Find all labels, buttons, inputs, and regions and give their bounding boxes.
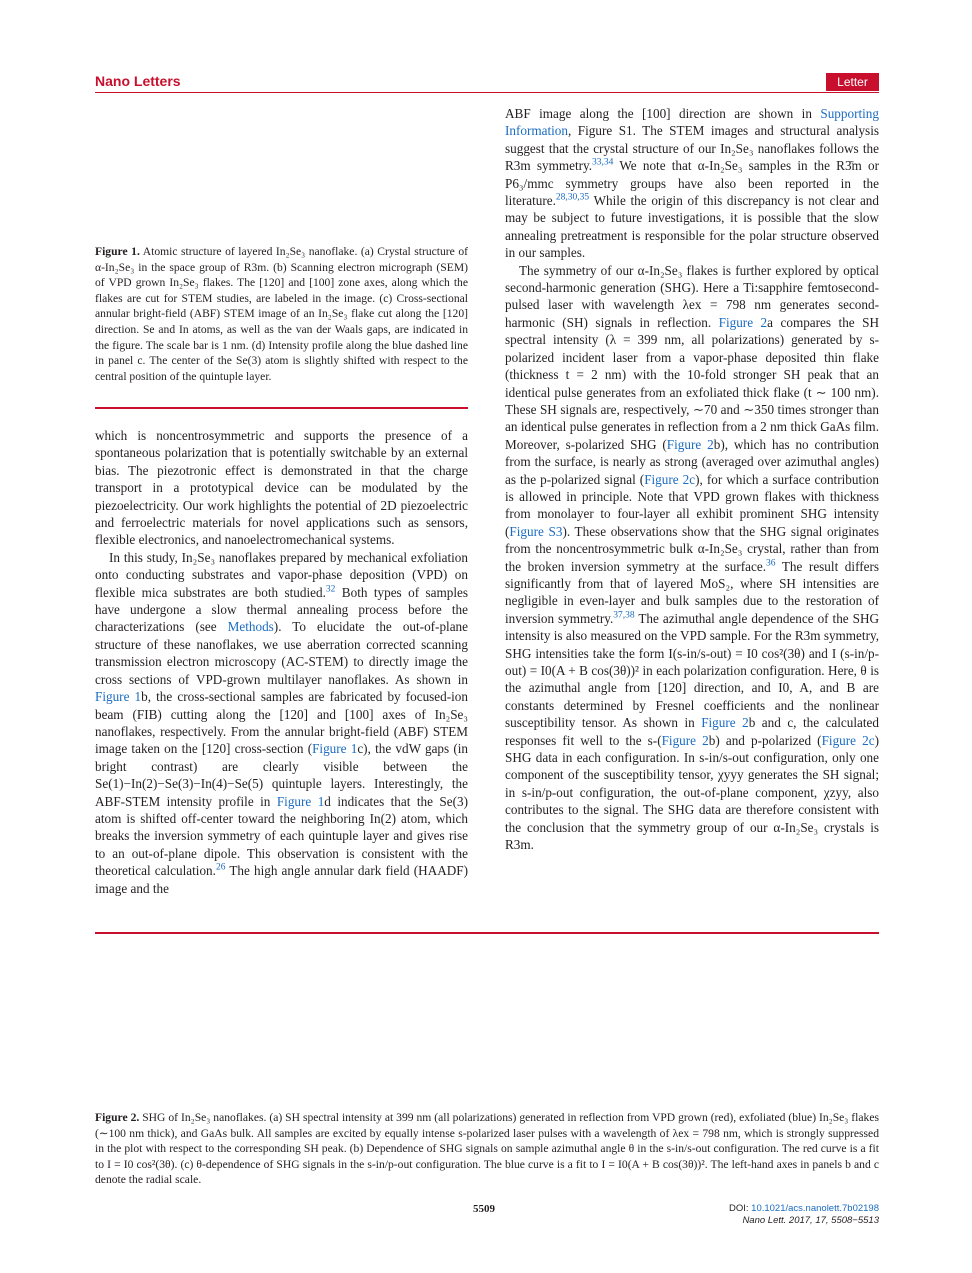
figure2b-link[interactable]: Figure 2	[661, 732, 709, 748]
figure2b-link[interactable]: Figure 2	[666, 436, 714, 452]
figure2b-link[interactable]: Figure 2	[701, 715, 749, 731]
supporting-info-link[interactable]: Supporting Information	[505, 106, 879, 139]
left-column	[95, 427, 468, 897]
figure1c-link[interactable]: Figure 1	[312, 741, 358, 757]
figure1-caption	[95, 244, 468, 384]
citation[interactable]: 32	[325, 584, 336, 595]
left-paragraph-2: In this study, In₂Se₃ nanoflakes prepared by mechanical exfoliation onto conducting substrates and vapor-phase deposition (VPD) on flexible mica substrates are both studied.$^{32}$ Both types of samples have undergone a slow thermal annealing process before the characterizations (see Methods). To elucidate the out-of-plane structure of these nanoflakes, we use aberration corrected scanning transmission electron microscopy (AC-STEM) to directly image the cross sections of VPD-grown multilayer nanoflakes. As shown in Figure 1b, the cross-sectional samples are fabricated by focused-ion beam (FIB) cutting along the [120] and [100] axes of In₂Se₃ nanoflakes, respectively. From the annular bright-field (ABF) STEM image taken on the [120] cross-section (Figure 1c), the vdW gaps (in bright contrast) are clearly visible between the Se(1)−In(2)−Se(3)−In(4)−Se(5) quintuple layers. Interestingly, the ABF-STEM intensity profile in Figure 1d indicates that the Se(3) atom is shifted off-center toward the neighboring In(2) atom, which breaks the inversion symmetry of each quintuple layer and gives rise to an out-of-plane dipole. This observation is consistent with the theoretical calculation.$^{26}$ The high angle annular dark field (HAADF) image and the	[95, 549, 469, 896]
figure1-text: Atomic structure of layered In₂Se₃ nanoflake. (a) Crystal structure of α-In₂Se₃ in the space group of R3m. (b) Scanning electron micrograph (SEM) of VPD grown In₂Se₃ flakes. The [120] and [100] zone axes, along which the flakes are cut for STEM studies, are labeled in the image. (c) Cross-sectional annular bright-field (ABF) STEM image of an In₂Se₃ flake cut along the [120] direction. Se and In atoms, as well as the van der Waals gaps, are indicated in the figure. The scale bar is 1 nm. (d) Intensity profile along the blue dashed line in panel c. The center of the Se(3) atom is slightly shifted with respect to the central position of the quintuple layer.	[95, 245, 468, 383]
header-rule	[95, 92, 879, 93]
figure1d-link[interactable]: Figure 1	[276, 793, 325, 809]
body-bottom-rule	[95, 932, 879, 934]
page-number: 5509	[473, 1203, 495, 1215]
article-type-badge: Letter	[826, 73, 879, 91]
figure2-text: SHG of In₂Se₃ nanoflakes. (a) SH spectral intensity at 399 nm (all polarizations) generated in reflection from VPD grown (red), exfoliated (blue) In₂Se₃ flakes (∼100 nm thick), and GaAs bulk. All samples are excited by equally intense s-polarized laser pulses with a wavelength of λex = 798 nm, which is strongly suppressed in the plot with respect to the corresponding SH peak. (b) Dependence of SHG signals on sample azimuthal angle θ in the s-in/s-out configuration. The red curve is a fit to I = I0 cos²(3θ). (c) θ-dependence of SHG signals in the s-in/p-out configuration. The blue curve is a fit to I = I0(A + B cos(3θ))². The left-hand axes in panels b and c denote the radial scale.	[95, 1111, 879, 1187]
citation[interactable]: 33,34	[592, 157, 614, 168]
citation[interactable]: 37,38	[613, 610, 635, 621]
citation[interactable]: 28,30,35	[555, 192, 590, 203]
right-paragraph-1: ABF image along the [100] direction are shown in Supporting Information, Figure S1. The STEM images and structural analysis suggest that the crystal structure of our In₂Se₃ nanoflakes follows the R3m symmetry.$^{33,34}$ We note that α-In₂Se₃ samples in the R3̄m or P6₃/mmc symmetry groups have also been reported in the literature.$^{28,30,35}$ While the origin of this discrepancy is not clear and may be subject to future investigations, it is possible that the slow annealing pretreatment is responsible for the polar structure observed in our samples.	[505, 106, 879, 261]
figure1-rule	[95, 407, 468, 409]
figure1b-link[interactable]: Figure 1	[95, 689, 142, 705]
figure2a-link[interactable]: Figure 2	[718, 314, 768, 330]
figure2c-link[interactable]: Figure 2c	[644, 471, 696, 487]
right-paragraph-2: The symmetry of our α-In₂Se₃ flakes is further explored by optical second-harmonic generation (SHG). Here a Ti:sapphire femtosecond-pulsed laser with wavelength λex = 798 nm generates second-harmonic (SH) signals in reflection. Figure 2a compares the SH spectral intensity (λ = 399 nm, all polarizations) generated by s-polarized incident laser from a vapor-phase deposited thin flake (thickness t = 2 nm) with the 10-fold stronger SH peak that an identical pulse generates from an exfoliated thick flake (t ∼ 100 nm). These SH signals are, respectively, ∼70 and ∼350 times stronger than an identical pulse generates in reflection from a 2 nm thick GaAs film. Moreover, s-polarized SHG (Figure 2b), which has no contribution from the surface, is nearly as strong (averaged over azimuthal angles) as the p-polarized signal (Figure 2c), for which a surface contribution is allowed in principle. Note that VPD grown flakes with thickness from monolayer to four-layer all exhibit prominent SHG intensity (Figure S3). These observations show that the SHG signal originates from the noncentrosymmetric bulk α-In₂Se₃ crystal, rather than from the broken inversion symmetry at the surface.$^{36}$ The result differs significantly from that of layered MoS₂, where SH intensities are negligible in even-layer and bulk samples due to the restoration of inversion symmetry.$^{37,38}$ The azimuthal angle dependence of the SHG intensity is also measured on the VPD sample. For the R3m symmetry, SHG intensities take the form I(s-in/s-out) = I0 cos²(3θ) and I (s-in/p-out) = I0(A + B cos(3θ))² in each polarization configuration. Here, θ is the azimuthal angle from [120] direction, and I0, A, and B are constants determined by Fresnel coefficients and the nonlinear susceptibility tensor. As shown in Figure 2b and c, the calculated responses fit well to the s-(Figure 2b) and p-polarized (Figure 2c) SHG data in each configuration. In s-in/s-out configuration, only one component of the susceptibility tensor, χyyy generates the SH signal; in s-in/p-out configuration, the out-of-plane component, χzyy, also contributes to the signal. The SHG data are therefore consistent with the conclusion that the symmetry group of our α-In₂Se₃ crystals is R3m.	[505, 262, 880, 853]
journal-title: Nano Letters	[95, 73, 181, 89]
citation[interactable]: 36	[766, 558, 776, 569]
citation[interactable]: 26	[215, 862, 226, 873]
figure2-caption	[95, 1110, 879, 1188]
figure1-label: Figure 1.	[95, 245, 140, 258]
footer-citation: Nano Lett. 2017, 17, 5508−5513	[742, 1215, 879, 1226]
footer-doi: DOI: 10.1021/acs.nanolett.7b02198 Nano Lett. 2017, 17, 5508−5513	[728, 1203, 879, 1226]
left-paragraph-1: which is noncentrosymmetric and supports the presence of a spontaneous polarization that is potentially switchable by an external bias. The piezotronic effect is demonstrated in that the charge transport in a prototypical device can be modulated by the piezoelectricity. Our work highlights the potential of 2D piezoelectric and ferroelectric materials for novel applications such as sensors, flexible electronics, and nanoelectromechanical systems.	[95, 428, 468, 548]
methods-link[interactable]: Methods	[227, 619, 274, 635]
figure-s3-link[interactable]: Figure S3	[509, 523, 563, 539]
right-column	[505, 105, 879, 853]
figure2-label: Figure 2.	[95, 1111, 140, 1124]
doi-link[interactable]: 10.1021/acs.nanolett.7b02198	[751, 1203, 879, 1214]
figure2c-link[interactable]: Figure 2c	[821, 732, 875, 748]
